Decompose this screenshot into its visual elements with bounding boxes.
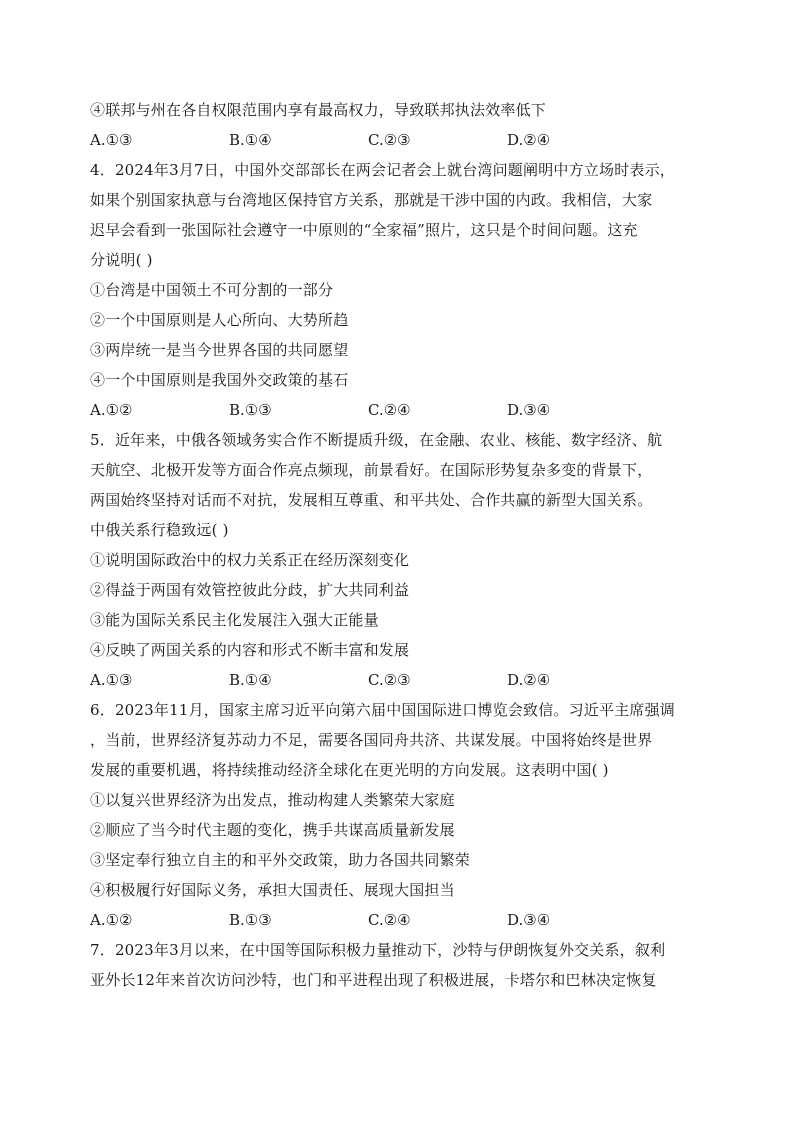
question-7 xyxy=(90,935,712,995)
question-stem-line: 发展的重要机遇，将持续推动经济全球化在更光明的方向发展。这表明中国( ) xyxy=(90,761,609,779)
option-d: D.③④ xyxy=(507,401,551,419)
question-stem-line: 5．近年来，中俄各领域务实合作不断提质升级，在金融、农业、核能、数字经济、航 xyxy=(90,431,663,449)
question-stem-line: 中俄关系行稳致远( ) xyxy=(90,521,229,539)
question-stem-line: 天航空、北极开发等方面合作亮点频现，前景看好。在国际形势复杂多变的背景下， xyxy=(90,461,653,479)
option-c: C.②④ xyxy=(368,401,411,419)
question-stem-line: 分说明( ) xyxy=(90,251,153,269)
carryover-statement: ④联邦与州在各自权限范围内享有最高权力，导致联邦执法效率低下 xyxy=(90,101,547,119)
question-stem-line: ，当前，世界经济复苏动力不足，需要各国同舟共济、共谋发展。中国将始终是世界 xyxy=(90,731,653,749)
statement-4: ④一个中国原则是我国外交政策的基石 xyxy=(90,371,349,389)
question-stem-line: 两国始终坚持对话而不对抗，发展相互尊重、和平共处、合作共赢的新型大国关系。 xyxy=(90,491,653,509)
option-b: B.①③ xyxy=(229,911,272,929)
exam-page xyxy=(90,95,712,995)
option-d: D.②④ xyxy=(507,131,551,149)
option-a: A.①③ xyxy=(90,131,133,149)
option-a: A.①③ xyxy=(90,671,133,689)
option-c: C.②③ xyxy=(368,131,411,149)
statement-1: ①台湾是中国领土不可分割的一部分 xyxy=(90,281,334,299)
question-stem-line: 亚外长12年来首次访问沙特，也门和平进程出现了积极进展，卡塔尔和巴林决定恢复 xyxy=(90,971,657,989)
option-b: B.①③ xyxy=(229,401,272,419)
statement-1: ①说明国际政治中的权力关系正在经历深刻变化 xyxy=(90,551,410,569)
question-stem-line: 7．2023年3月以来，在中国等国际积极力量推动下，沙特与伊朗恢复外交关系，叙利 xyxy=(90,941,666,959)
question-stem-line: 如果个别国家执意与台湾地区保持官方关系，那就是干涉中国的内政。我相信，大家 xyxy=(90,191,653,209)
question-5 xyxy=(90,425,712,695)
question-stem-line: 迟早会看到一张国际社会遵守一中原则的“全家福”照片，这只是个时间问题。这充 xyxy=(90,221,638,239)
option-d: D.③④ xyxy=(507,911,551,929)
question-stem-line: 4．2024年3月7日，中国外交部部长在两会记者会上就台湾问题阐明中方立场时表示， xyxy=(90,161,676,179)
question-stem-line: 6．2023年11月，国家主席习近平向第六届中国国际进口博览会致信。习近平主席强调 xyxy=(90,701,676,719)
statement-3: ③能为国际关系民主化发展注入强大正能量 xyxy=(90,611,379,629)
option-d: D.②④ xyxy=(507,671,551,689)
option-b: B.①④ xyxy=(229,671,272,689)
question-4 xyxy=(90,155,712,425)
option-a: A.①② xyxy=(90,911,133,929)
statement-2: ②一个中国原则是人心所向、大势所趋 xyxy=(90,311,349,329)
question-6 xyxy=(90,695,712,935)
statement-1: ①以复兴世界经济为出发点，推动构建人类繁荣大家庭 xyxy=(90,791,455,809)
statement-2: ②得益于两国有效管控彼此分歧，扩大共同利益 xyxy=(90,581,410,599)
statement-4: ④反映了两国关系的内容和形式不断丰富和发展 xyxy=(90,641,410,659)
carryover-options xyxy=(90,125,712,155)
answer-options xyxy=(90,905,712,935)
answer-options xyxy=(90,665,712,695)
statement-2: ②顺应了当今时代主题的变化，携手共谋高质量新发展 xyxy=(90,821,455,839)
statement-3: ③坚定奉行独立自主的和平外交政策，助力各国共同繁荣 xyxy=(90,851,471,869)
option-c: C.②④ xyxy=(368,911,411,929)
statement-3: ③两岸统一是当今世界各国的共同愿望 xyxy=(90,341,349,359)
option-b: B.①④ xyxy=(229,131,272,149)
answer-options xyxy=(90,395,712,425)
option-c: C.②③ xyxy=(368,671,411,689)
option-a: A.①② xyxy=(90,401,133,419)
statement-4: ④积极履行好国际义务，承担大国责任、展现大国担当 xyxy=(90,881,455,899)
